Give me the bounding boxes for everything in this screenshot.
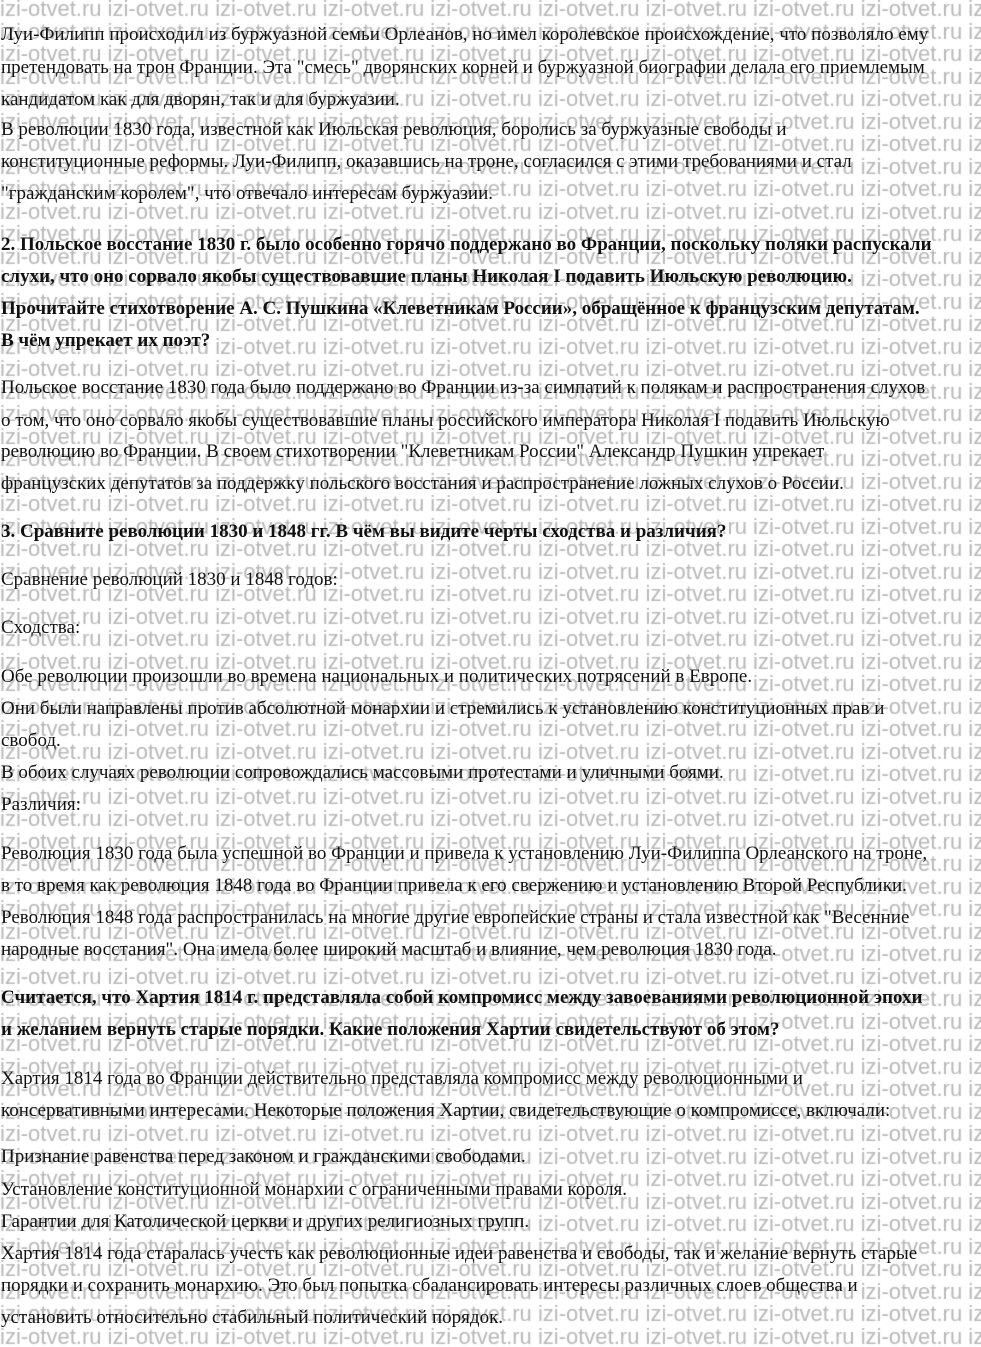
text-line: установить относительно стабильный политический порядок. bbox=[1, 1307, 504, 1328]
text-line: народные восстания". Она имела более широкий масштаб и влияние, чем революция 1830 года. bbox=[1, 939, 777, 960]
text-line: Установление конституционной монархии с ограниченными правами короля. bbox=[1, 1179, 628, 1200]
text-line: 2. Польское восстание 1830 г. было особенно горячо поддержано во Франции, поскольку поляки распускали bbox=[1, 234, 932, 255]
text-line: 3. Сравните революции 1830 и 1848 гг. В чём вы видите черты сходства и различия? bbox=[1, 521, 727, 542]
text-line: в то время как революция 1848 года во Франции привела к его свержению и установлению Второй Республики. bbox=[1, 875, 907, 896]
text-line: конституционные реформы. Луи-Филипп, оказавшись на троне, согласился с этими требованиями и стал bbox=[1, 151, 852, 172]
text-line: Революция 1848 года распространилась на многие другие европейские страны и стала известной как "Весенние bbox=[1, 907, 910, 928]
text-line: и желанием вернуть старые порядки. Какие положения Хартии свидетельствуют об этом? bbox=[1, 1019, 780, 1040]
text-line: Они были направлены против абсолютной монархии и стремились к установлению конституционных прав и bbox=[1, 698, 885, 719]
text-line: Луи-Филипп происходил из буржуазной семьи Орлеанов, но имел королевское происхождение, что позволяло ему bbox=[1, 24, 929, 45]
text-line: консервативными интересами. Некоторые положения Хартии, свидетельствующие о компромиссе, включали: bbox=[1, 1100, 891, 1121]
text-line: претендовать на трон Франции. Эта "смесь" дворянских корней и буржуазной биографии делала его приемлемым bbox=[1, 57, 925, 78]
text-line: французских депутатов за поддержку польского восстания и распространение ложных слухов о России. bbox=[1, 473, 844, 494]
text-line: порядки и сохранить монархию. Это был попытка сбалансировать интересы различных слоев общества и bbox=[1, 1275, 858, 1296]
text-line: свобод. bbox=[1, 730, 61, 751]
text-line: Гарантии для Католической церкви и других религиозных групп. bbox=[1, 1211, 530, 1232]
text-line: Польское восстание 1830 года было поддержано во Франции из-за симпатий к полякам и распространения слухов bbox=[1, 377, 926, 398]
text-line: Обе революции произошли во времена национальных и политических потрясений в Европе. bbox=[1, 666, 753, 687]
text-line: Признание равенства перед законом и гражданскими свободами. bbox=[1, 1146, 526, 1167]
text-line: Прочитайте стихотворение А. С. Пушкина «Клеветникам России», обращённое к французским депутатам. bbox=[1, 298, 920, 319]
text-line: В чём упрекает их поэт? bbox=[1, 330, 211, 351]
text-line: Хартия 1814 года во Франции действительно представляла компромисс между революционными и bbox=[1, 1068, 803, 1089]
text-line: Сравнение революций 1830 и 1848 годов: bbox=[1, 569, 338, 590]
text-line: революцию во Франции. В своем стихотворении "Клеветникам России" Александр Пушкин упрекает bbox=[1, 441, 825, 462]
text-line: Революция 1830 года была успешной во Франции и привела к установлению Луи-Филиппа Орлеанского на троне, bbox=[1, 843, 928, 864]
text-line: В обоих случаях революции сопровождались массовыми протестами и уличными боями. bbox=[1, 762, 724, 783]
text-line: Хартия 1814 года старалась учесть как революционные идеи равенства и свободы, так и желание вернуть старые bbox=[1, 1243, 918, 1264]
text-line: Различия: bbox=[1, 794, 81, 815]
text-line: о том, что оно сорвало якобы существовавшие планы российского императора Николая I подавить Июльскую bbox=[1, 410, 890, 431]
text-line: Считается, что Хартия 1814 г. представляла собой компромисс между завоеваниями революционной эпохи bbox=[1, 987, 923, 1008]
text-line: слухи, что оно сорвало якобы существовавшие планы Николая I подавить Июльскую революцию. bbox=[1, 266, 852, 287]
text-line: кандидатом как для дворян, так и для буржуазии. bbox=[1, 89, 400, 110]
text-line: В революции 1830 года, известной как Июльская революция, боролись за буржуазные свободы и bbox=[1, 119, 787, 140]
text-line: "гражданским королем", что отвечало интересам буржуазии. bbox=[1, 183, 494, 204]
text-line: Сходства: bbox=[1, 617, 81, 638]
